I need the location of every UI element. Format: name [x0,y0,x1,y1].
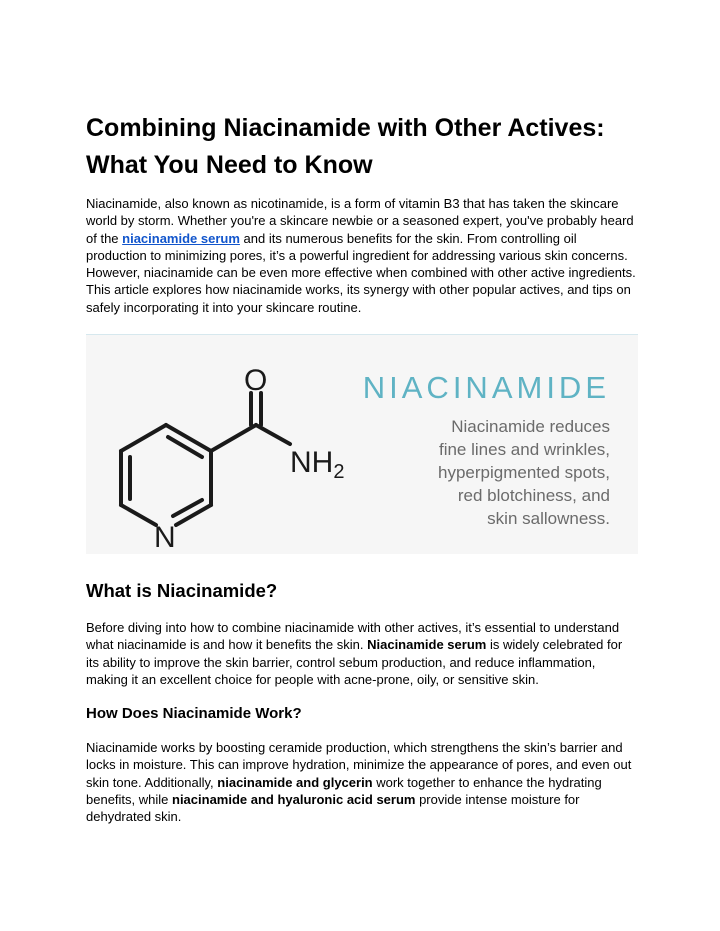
svg-text:red blotchiness, and: red blotchiness, and [457,486,610,505]
svg-text:skin sallowness.: skin sallowness. [487,509,610,528]
page-title: Combining Niacinamide with Other Actives: What You Need to Know [86,114,605,179]
pyridine-ring [121,393,290,525]
intro-paragraph: Niacinamide, also known as nicotinamide, is a form of vitamin B3 that has taken the skincare world by storm. Whether you're a skincare newbie or a seasoned expert, you've probably heard of the niacinamide serum and its numerous benefits for the skin. From controlling oil production to minimizing pores, it’s a powerful ingredient for addressing various skin concerns. However, niacinamide can be even more effective when combined with other active ingredients. This article explores how niacinamide works, its synergy with other popular actives, and tips on safely incorporating it into your skincare routine. [86,196,636,315]
bold-niacinamide-hyaluronic: niacinamide and hyaluronic acid serum [172,791,416,807]
niacinamide-infographic [86,334,638,554]
bold-niacinamide-glycerin: niacinamide and glycerin [217,774,373,790]
niacinamide-structure-diagram [86,335,638,554]
nitrogen-atom-label: N [154,521,176,554]
section-heading-what-is: What is Niacinamide? [86,580,278,601]
oxygen-atom-label: O [244,364,268,397]
niacinamide-serum-link[interactable]: niacinamide serum [122,230,240,246]
intro-section [86,195,638,316]
bold-niacinamide-serum: Niacinamide serum [367,637,487,653]
how-works-paragraph: Niacinamide works by boosting ceramide production, which strengthens the skin’s barrier and locks in moisture. This can improve hydration, minimize the appearance of pores, and even out skin tone. Additionally, niacinamide and glycerin work together to enhance the hydrating benefits, while niacinamide and hyaluronic acid serum provide intense moisture for dehydrated skin. [86,740,632,825]
svg-text:fine lines and wrinkles,: fine lines and wrinkles, [438,440,610,459]
amine-atom-label: $NH_2$ [290,446,345,483]
svg-text:Niacinamide reduces: Niacinamide reduces [451,417,610,436]
section-heading-how-works: How Does Niacinamide Work? [86,705,302,722]
infographic-heading: NIACINAMIDE [362,370,610,405]
what-is-section [86,619,638,688]
how-works-section [86,739,638,825]
what-is-paragraph: Before diving into how to combine niacinamide with other actives, it’s essential to understand what niacinamide is and how it benefits the skin. Niacinamide serum is widely celebrated for its ability to improve the skin barrier, control sebum production, and reduce inflammation, making it an excellent choice for people with acne-prone, oily, or sensitive skin. [86,620,623,687]
svg-text:hyperpigmented spots,: hyperpigmented spots, [438,463,610,482]
infographic-caption [438,417,610,528]
